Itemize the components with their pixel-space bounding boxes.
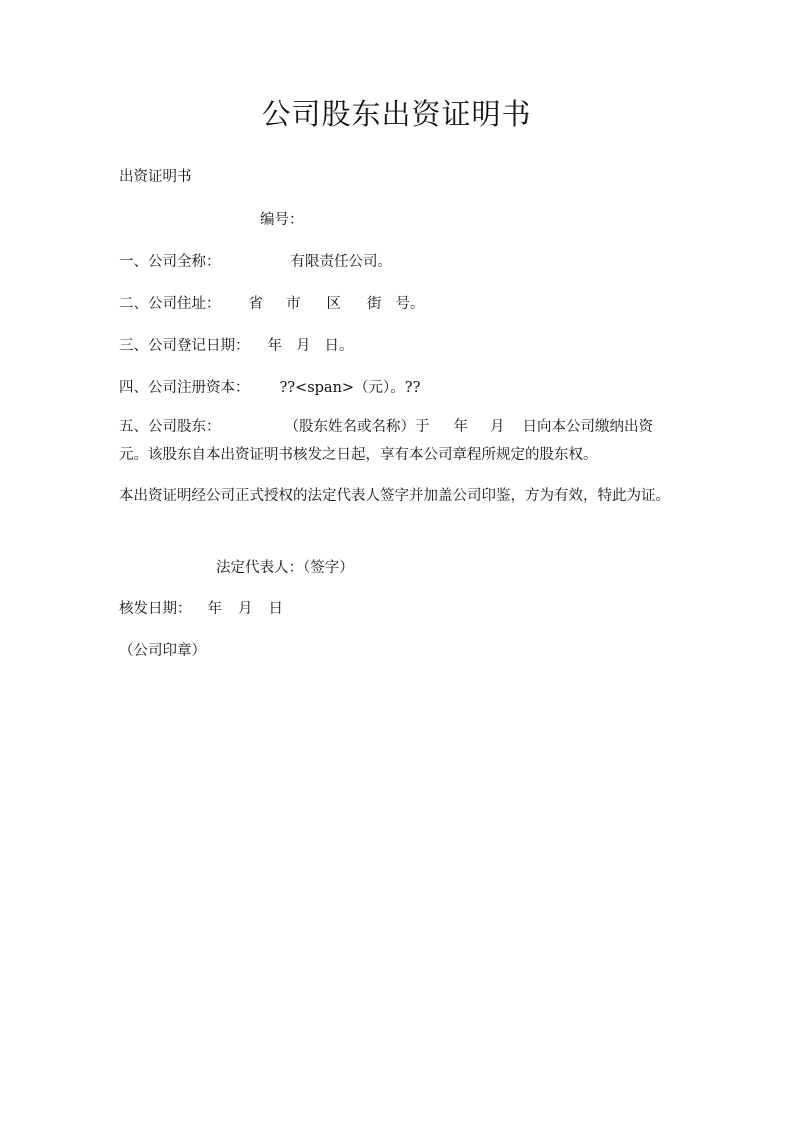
- issue-date: [119, 599, 283, 619]
- company-seal: （公司印章）: [119, 643, 206, 659]
- issue-year: 年: [207, 601, 222, 617]
- shareholder-rights-text: 元。该股东自本出资证明书核发之日起，享有本公司章程所规定的股东权。: [119, 447, 598, 463]
- heading: 出资证明书: [119, 169, 192, 185]
- contribution-month: 月: [490, 419, 505, 435]
- registration-month: 月: [296, 338, 311, 354]
- item-company-name-label: 一、公司全称：: [119, 254, 221, 270]
- issue-date-label: 核发日期：: [119, 601, 192, 617]
- address-number: 号。: [395, 296, 425, 312]
- shareholder-name-placeholder: （股东姓名或名称）于: [284, 419, 430, 435]
- registered-capital-value: ??<span>（元）。??: [279, 380, 421, 396]
- item-company-name-suffix: 有限责任公司。: [290, 254, 392, 270]
- item-company-name: [119, 252, 392, 272]
- address-street: 街: [367, 296, 382, 312]
- issue-day: 日: [268, 601, 283, 617]
- address-city: 市: [286, 296, 301, 312]
- item-shareholder: [119, 413, 679, 469]
- item-shareholder-label: 五、公司股东：: [119, 419, 221, 435]
- contribution-year: 年: [453, 419, 468, 435]
- issue-month: 月: [238, 601, 253, 617]
- item-registered-capital-label: 四、公司注册资本：: [119, 380, 250, 396]
- address-province: 省: [248, 296, 263, 312]
- legal-representative-signature: 法定代表人：（签字）: [216, 560, 354, 576]
- item-company-address: [119, 294, 425, 314]
- serial-number-label: 编号：: [260, 212, 304, 228]
- item-company-address-label: 二、公司住址：: [119, 296, 221, 312]
- item-registration-date: [119, 336, 354, 356]
- validity-statement: 本出资证明经公司正式授权的法定代表人签字并加盖公司印鉴，方为有效，特此为证。: [119, 488, 670, 504]
- contribution-day-text: 日向本公司缴纳出资: [522, 419, 653, 435]
- registration-day: 日。: [324, 338, 354, 354]
- document-title: 公司股东出资证明书: [261, 97, 532, 131]
- address-district: 区: [326, 296, 341, 312]
- registration-year: 年: [267, 338, 282, 354]
- item-registered-capital: [119, 378, 420, 398]
- item-registration-date-label: 三、公司登记日期：: [119, 338, 250, 354]
